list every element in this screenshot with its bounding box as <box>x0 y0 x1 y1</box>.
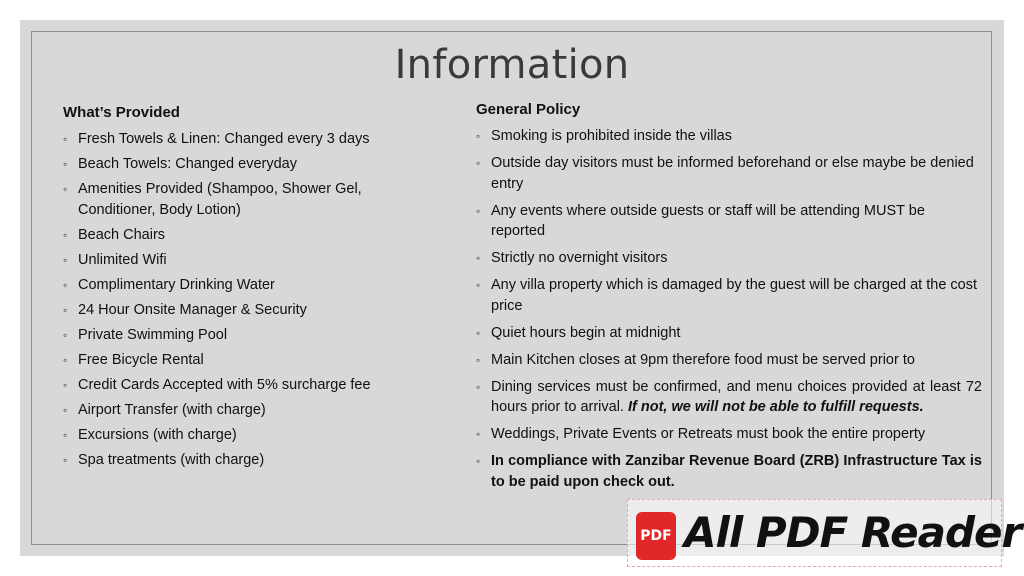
list-item: ◦ Weddings, Private Events or Retreats must book the entire property <box>476 424 982 445</box>
list-item: ◦ Excursions (with charge) <box>63 425 403 446</box>
watermark-text: All PDF Reader <box>684 508 1022 557</box>
tax-policy-item: ◦ In compliance with Zanzibar Revenue Board (ZRB) Infrastructure Tax is to be paid upon check out. <box>476 451 982 492</box>
list-item: ◦ Credit Cards Accepted with 5% surcharge fee <box>63 375 403 396</box>
whats-provided-column <box>63 104 403 475</box>
dining-policy-text: Dining services must be confirmed, and menu choices provided at least 72 hours prior to arrival. <box>491 378 982 415</box>
whats-provided-list <box>63 129 403 470</box>
page-title: Information <box>394 42 630 88</box>
list-item: ◦ 24 Hour Onsite Manager & Security <box>63 300 403 321</box>
general-policy-column <box>476 101 982 499</box>
list-item: ◦ Amenities Provided (Shampoo, Shower Gel, Conditioner, Body Lotion) <box>63 179 403 220</box>
list-item: ◦ Strictly no overnight visitors <box>476 248 982 269</box>
list-item: ◦ Fresh Towels & Linen: Changed every 3 days <box>63 129 403 150</box>
list-item: ◦ Any villa property which is damaged by the guest will be charged at the cost price <box>476 275 982 316</box>
list-item: ◦ Unlimited Wifi <box>63 250 403 271</box>
list-item: ◦ Spa treatments (with charge) <box>63 450 403 471</box>
list-item: ◦ Quiet hours begin at midnight <box>476 323 982 344</box>
pdf-icon: PDF <box>636 512 676 560</box>
general-policy-heading: General Policy <box>476 101 581 118</box>
dining-policy-item <box>476 377 982 418</box>
list-item: ◦ Private Swimming Pool <box>63 325 403 346</box>
list-item: ◦ Outside day visitors must be informed beforehand or else maybe be denied entry <box>476 153 982 194</box>
list-item: ◦ Smoking is prohibited inside the villas <box>476 126 982 147</box>
dining-policy-emphasis: If not, we will not be able to fulfill requests. <box>628 399 924 415</box>
list-item: ◦ Main Kitchen closes at 9pm therefore food must be served prior to <box>476 350 982 371</box>
list-item: ◦ Airport Transfer (with charge) <box>63 400 403 421</box>
list-item: ◦ Complimentary Drinking Water <box>63 275 403 296</box>
list-item: ◦ Beach Towels: Changed everyday <box>63 154 403 175</box>
whats-provided-heading: What’s Provided <box>63 104 180 121</box>
list-item: ◦ Free Bicycle Rental <box>63 350 403 371</box>
list-item: ◦ Beach Chairs <box>63 225 403 246</box>
list-item: ◦ Any events where outside guests or staff will be attending MUST be reported <box>476 201 982 242</box>
general-policy-list <box>476 126 982 492</box>
